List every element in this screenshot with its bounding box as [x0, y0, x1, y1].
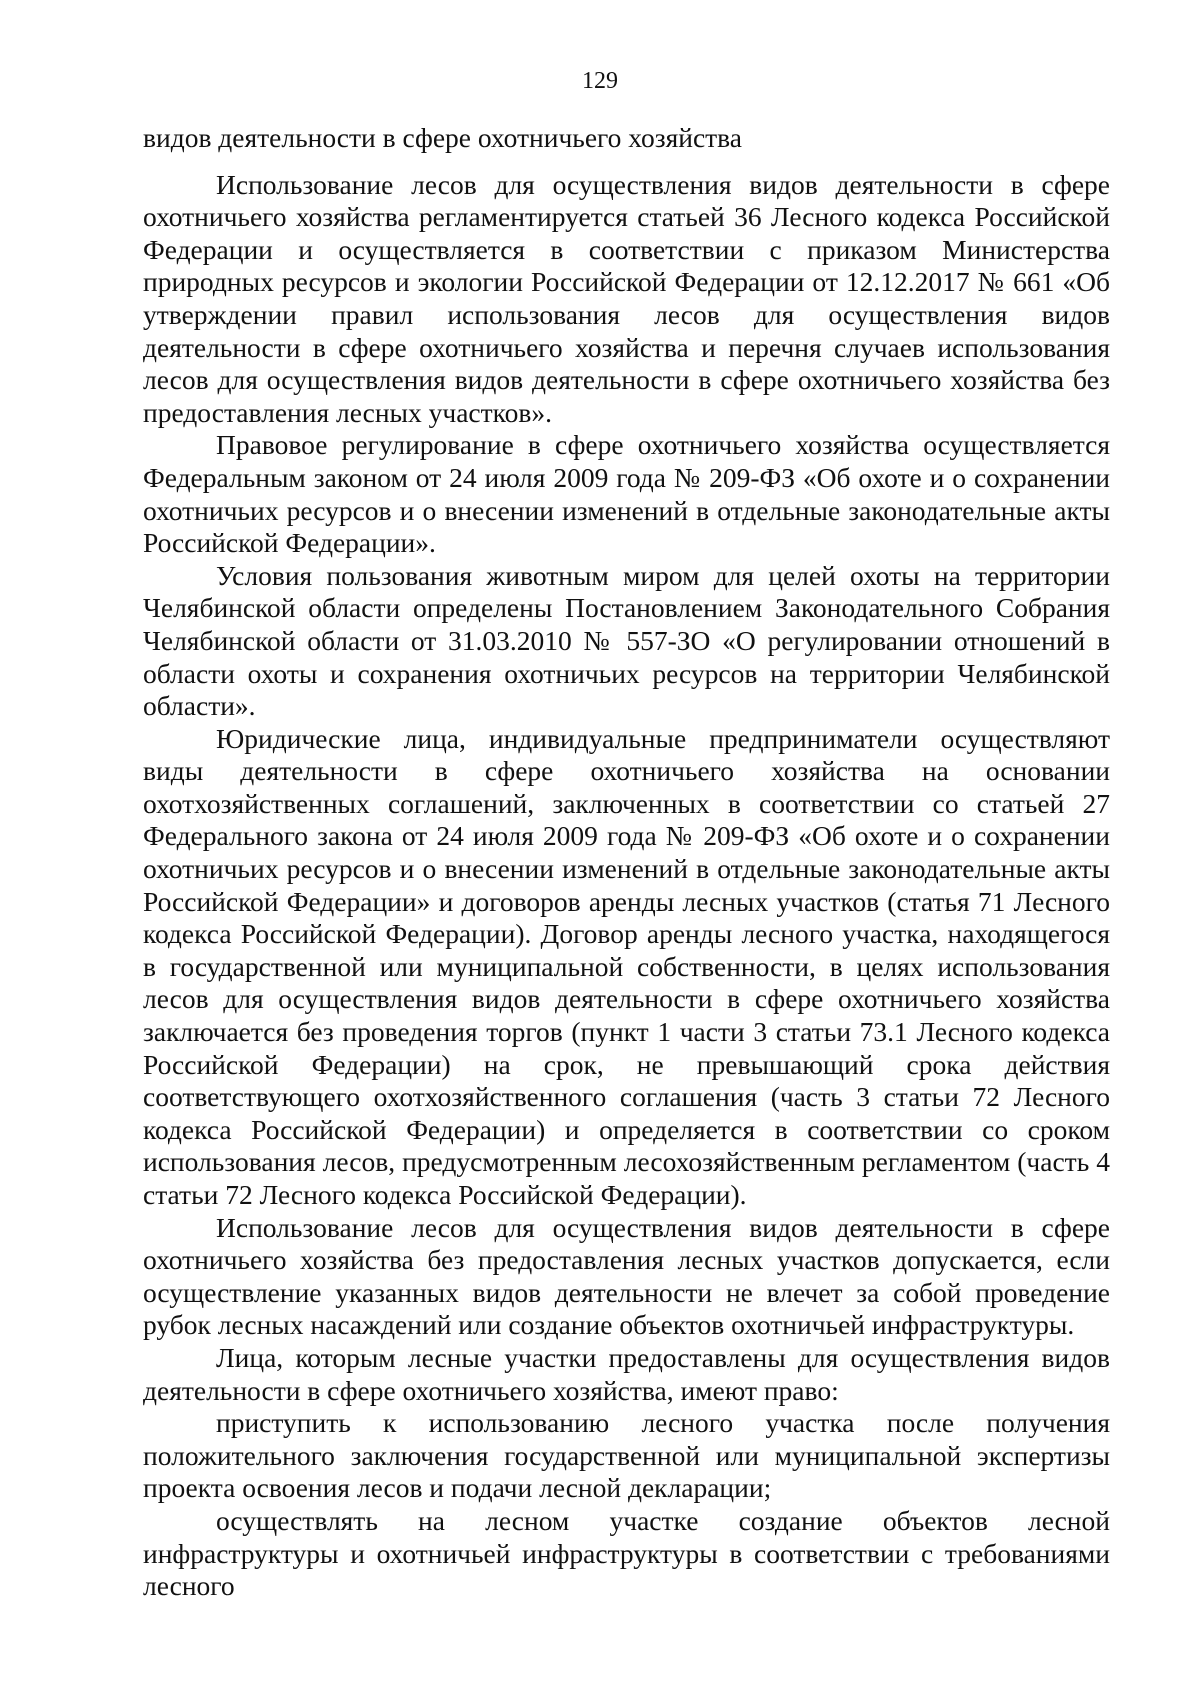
document-body [143, 122, 1110, 1603]
paragraph-forest-use-regulation: Использование лесов для осуществления видов деятельности в сфере охотничьего хозяйства регламентируется статьей 36 Лесного кодекса Российской Федерации и осуществляется в соответствии с приказом Министерства природных ресурсов и экологии Российской Федерации от 12.12.2017 № 661 «Об утверждении правил использования лесов для осуществления видов деятельности в сфере охотничьего хозяйства и перечня случаев использования лесов для осуществления видов деятельности в сфере охотничьего хозяйства без предоставления лесных участков». [143, 168, 1110, 428]
paragraph-legal-regulation: Правовое регулирование в сфере охотничьего хозяйства осуществляется Федеральным законом от 24 июля 2009 года № 209-ФЗ «Об охоте и о сохранении охотничьих ресурсов и о внесении изменений в отдельные законодательные акты Российской Федерации». [143, 429, 1110, 559]
paragraph-use-without-plots: Использование лесов для осуществления видов деятельности в сфере охотничьего хозяйства без предоставления лесных участков допускается, если осуществление указанных видов деятельности не влечет за собой проведение рубок лесных насаждений или создание объектов охотничьей инфраструктуры. [143, 1211, 1110, 1341]
paragraph-persons-rights: Лица, которым лесные участки предоставлены для осуществления видов деятельности в сфере охотничьего хозяйства, имеют право: [143, 1341, 1110, 1406]
section-heading-continuation: видов деятельности в сфере охотничьего хозяйства [143, 122, 742, 153]
paragraph-right-infrastructure: осуществлять на лесном участке создание объектов лесной инфраструктуры и охотничьей инфраструктуры в соответствии с требованиями лесного [143, 1504, 1110, 1602]
paragraph-legal-entities: Юридические лица, индивидуальные предприниматели осуществляют виды деятельности в сфере охотничьего хозяйства на основании охотхозяйственных соглашений, заключенных в соответствии со статьей 27 Федерального закона от 24 июля 2009 года № 209-ФЗ «Об охоте и о сохранении охотничьих ресурсов и о внесении изменений в отдельные законодательные акты Российской Федерации» и договоров аренды лесных участков (статья 71 Лесного кодекса Российской Федерации). Договор аренды лесного участка, находящегося в государственной или муниципальной собственности, в целях использования лесов для осуществления видов деятельности в сфере охотничьего хозяйства заключается без проведения торгов (пункт 1 части 3 статьи 73.1 Лесного кодекса Российской Федерации) на срок, не превышающий срока действия соответствующего охотхозяйственного соглашения (часть 3 статьи 72 Лесного кодекса Российской Федерации) и определяется в соответствии со сроком использования лесов, предусмотренным лесохозяйственным регламентом (часть 4 статьи 72 Лесного кодекса Российской Федерации). [143, 722, 1110, 1210]
page-number: 129 [582, 68, 618, 94]
paragraph-hunting-conditions: Условия пользования животным миром для целей охоты на территории Челябинской области определены Постановлением Законодательного Собрания Челябинской области от 31.03.2010 № 557-ЗО «О регулировании отношений в области охоты и сохранения охотничьих ресурсов на территории Челябинской области». [143, 559, 1110, 722]
paragraph-right-start-use: приступить к использованию лесного участка после получения положительного заключения государственной или муниципальной экспертизы проекта освоения лесов и подачи лесной декларации; [143, 1407, 1110, 1504]
